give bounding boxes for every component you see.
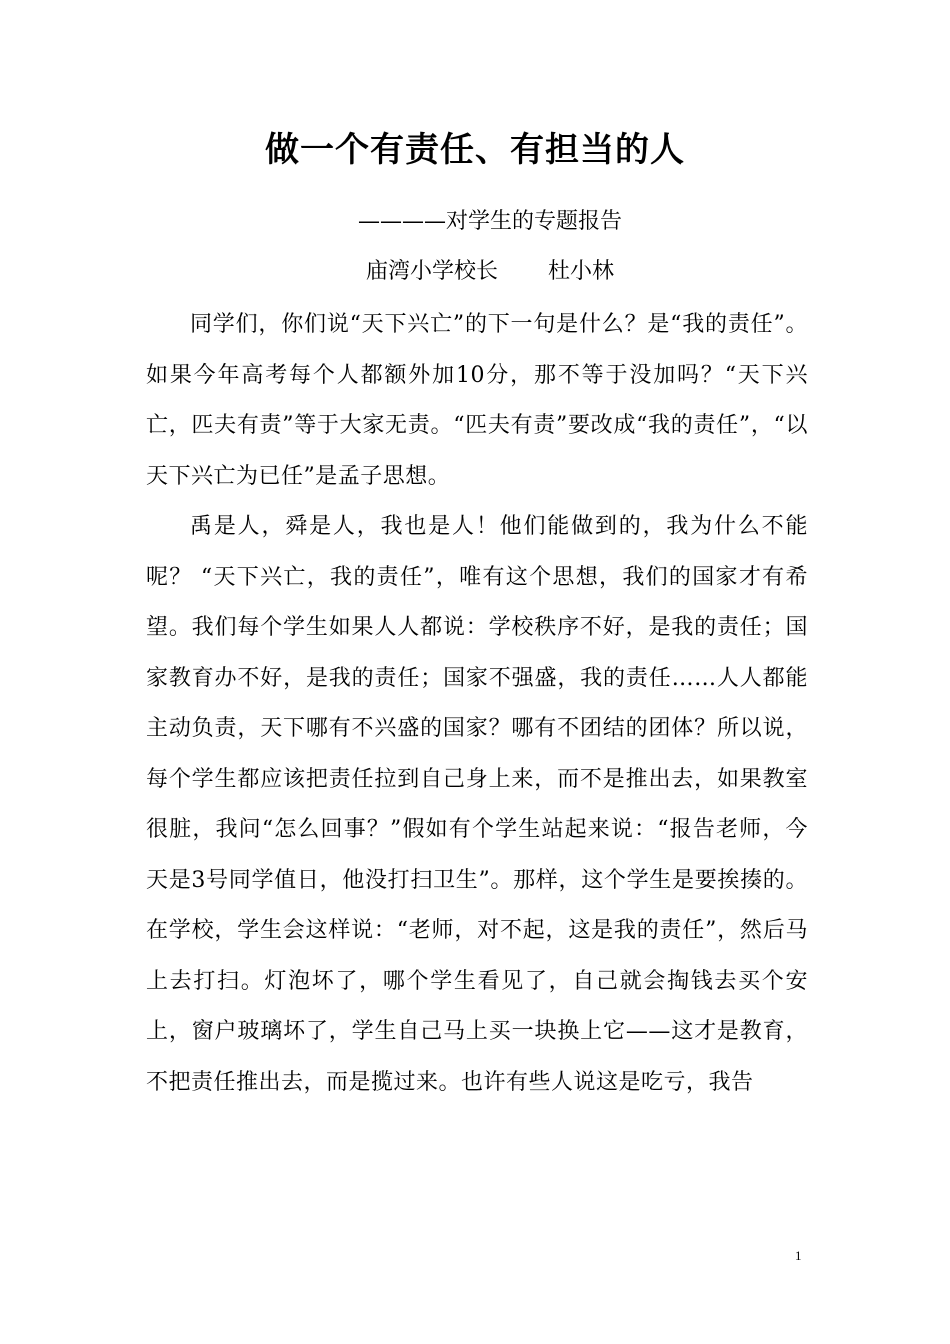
paragraph: 同学们，你们说“天下兴亡”的下一句是什么？是“我的责任”。如果今年高考每个人都额外加10分，那不等于没加吗？“天下兴亡，匹夫有责”等于大家无责。“匹夫有责”要改成“我的责任”，“以天下兴亡为已任”是孟子思想。 <box>146 312 808 489</box>
author-school: 庙湾小学校长 <box>365 259 498 284</box>
document-body <box>146 300 808 1108</box>
page-number: 1 <box>795 1248 802 1263</box>
author-line <box>0 254 950 285</box>
author-name: 杜小林 <box>548 259 615 284</box>
document-title: 做一个有责任、有担当的人 <box>265 130 685 170</box>
document-subtitle: ————对学生的专题报告 <box>357 209 622 234</box>
paragraph: 禹是人，舜是人，我也是人！他们能做到的，我为什么不能呢？ “天下兴亡，我的责任”，唯有这个思想，我们的国家才有希望。我们每个学生如果人人都说：学校秩序不好，是我的责任；国家教育办不好，是我的责任；国家不强盛，我的责任……人人都能主动负责，天下哪有不兴盛的国家？哪有不团结的团体？所以说，每个学生都应该把责任拉到自己身上来，而不是推出去，如果教室很脏，我问“怎么回事？”假如有个学生站起来说：“报告老师，今天是3号同学值日，他没打扫卫生”。那样，这个学生是要挨揍的。在学校，学生会这样说：“老师，对不起，这是我的责任”，然后马上去打扫。灯泡坏了，哪个学生看见了，自己就会掏钱去买个安上，窗户玻璃坏了，学生自己马上买一块换上它——这才是教育，不把责任推出去，而是揽过来。也许有些人说这是吃亏，我告 <box>146 514 808 1095</box>
